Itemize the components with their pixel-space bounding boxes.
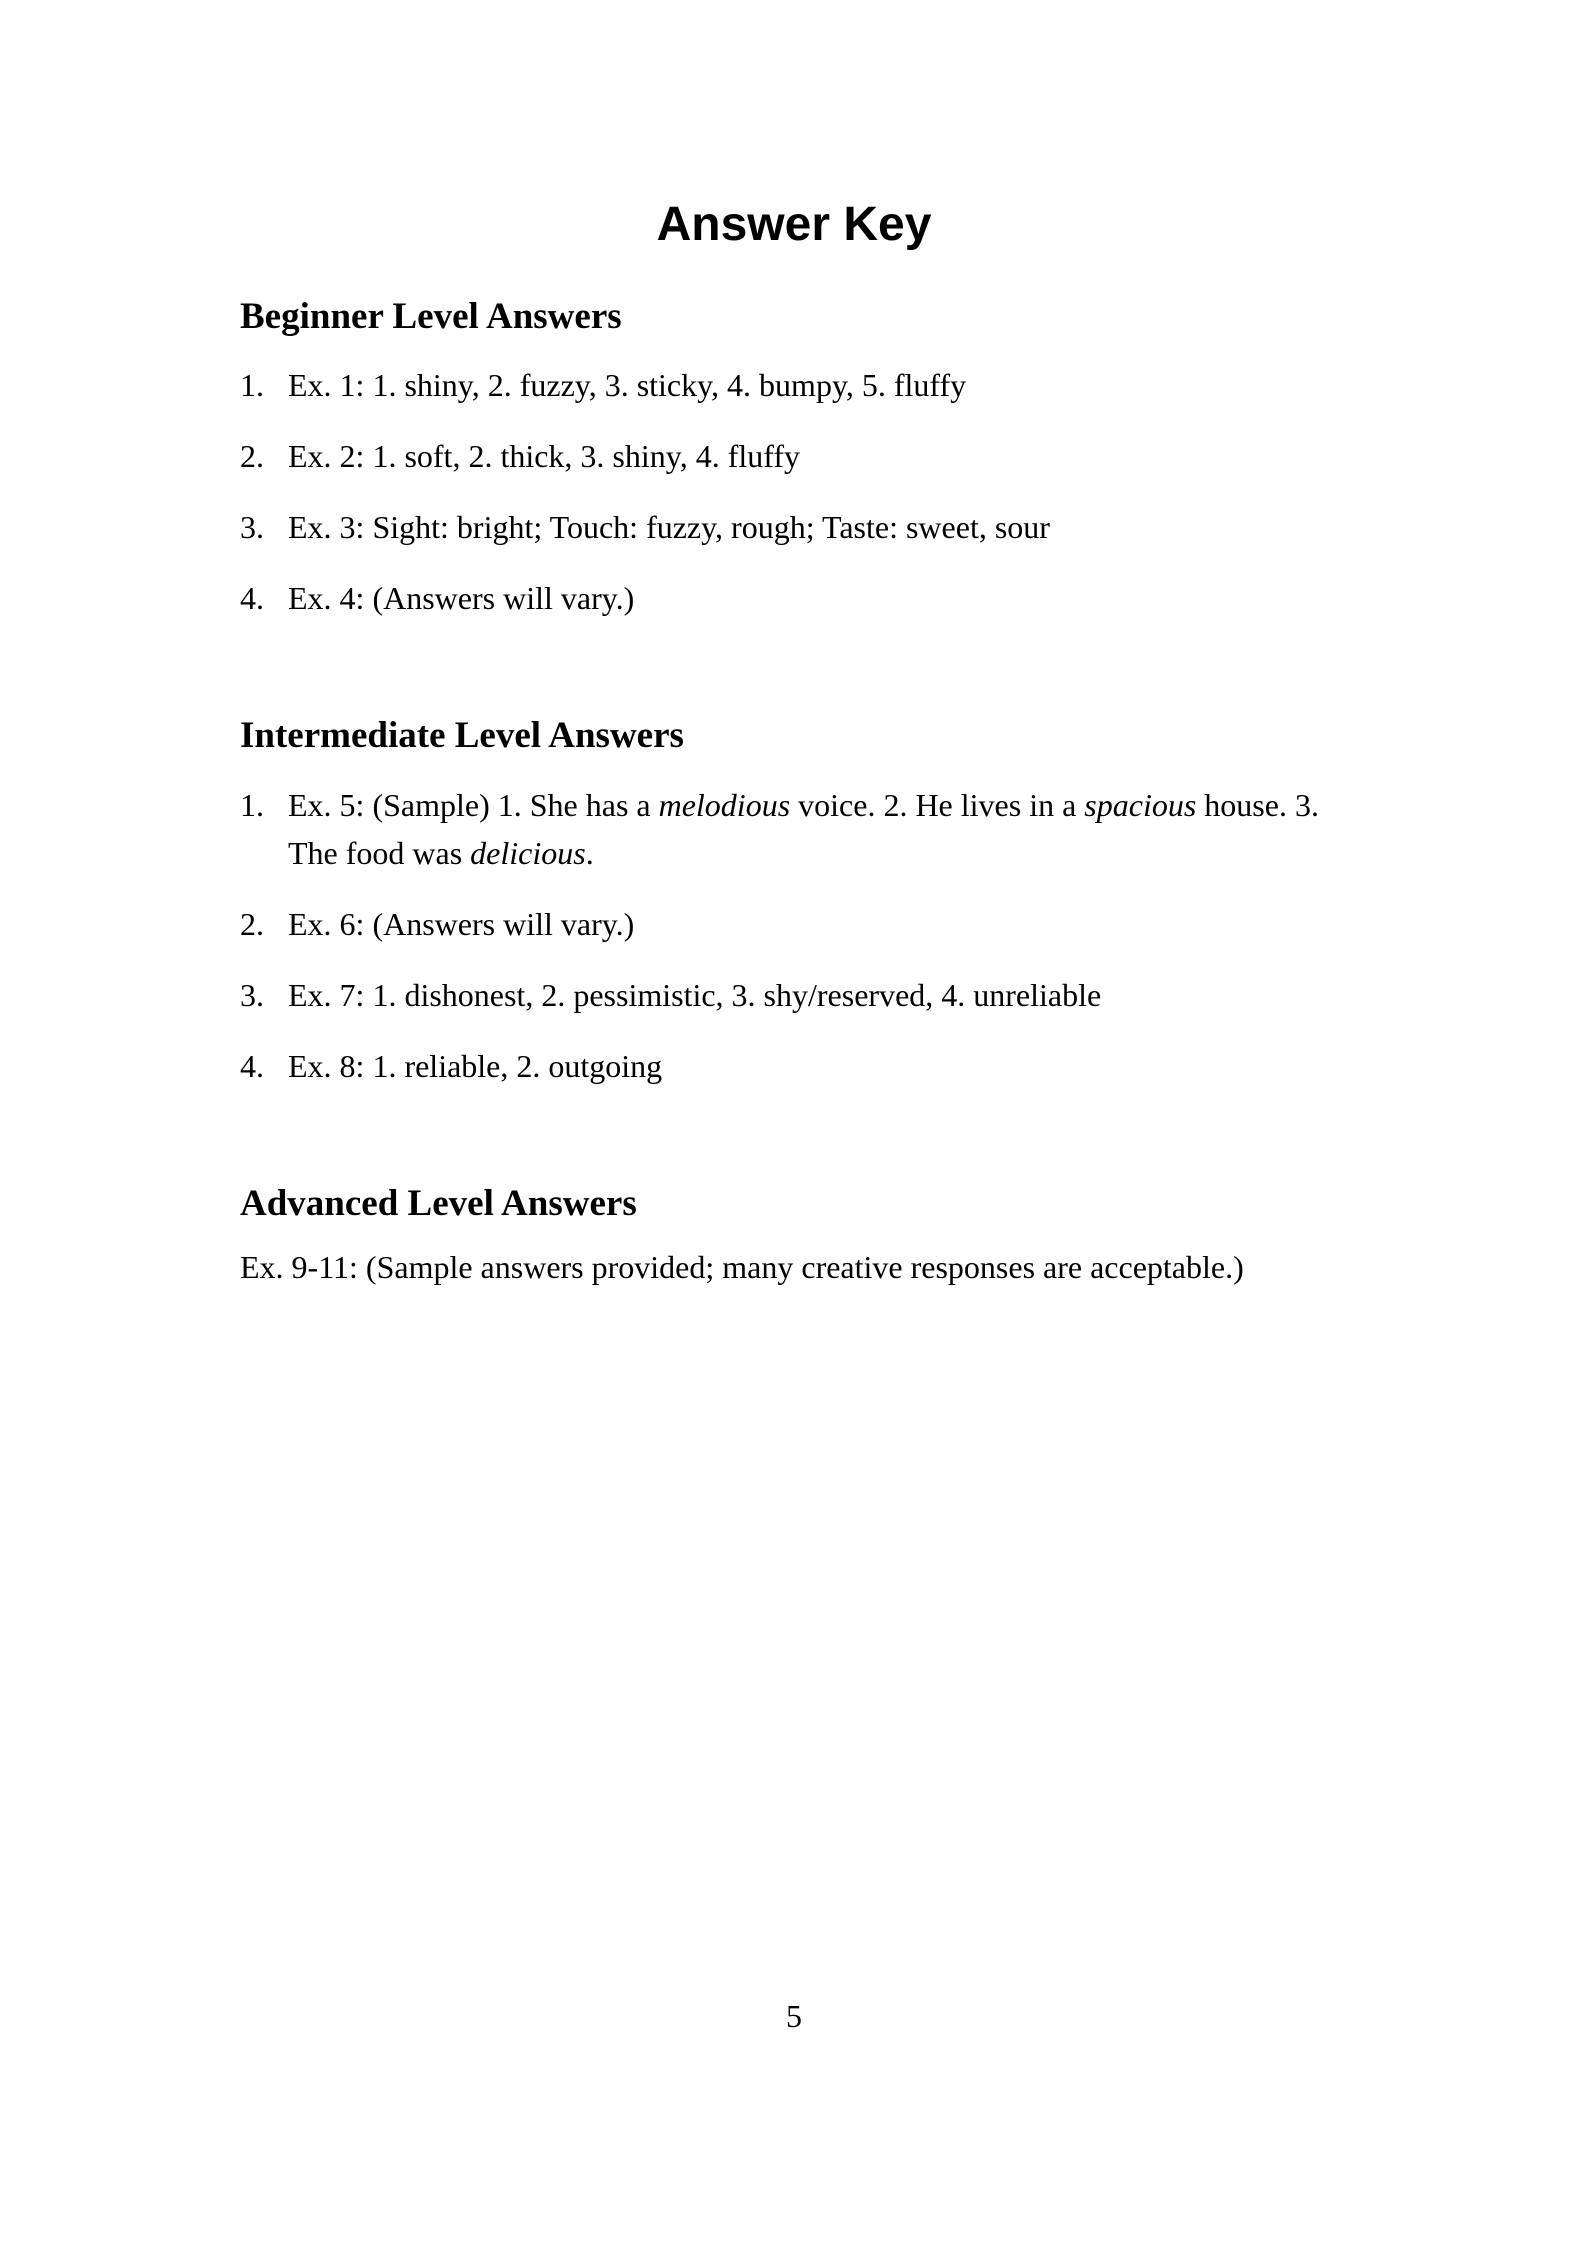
answer-text: Ex. 5: (Sample) 1. She has a melodious voice. 2. He lives in a spacious house. 3. The food was delicious. bbox=[288, 786, 1319, 871]
answer-item bbox=[240, 361, 1348, 409]
item-number: 4. bbox=[240, 580, 264, 617]
answer-item bbox=[240, 574, 1348, 622]
answer-item bbox=[240, 503, 1348, 551]
section-beginner bbox=[240, 296, 1348, 623]
section-intermediate bbox=[240, 715, 1348, 1090]
item-number: 2. bbox=[240, 905, 264, 942]
answer-item bbox=[240, 971, 1348, 1019]
answer-text: Ex. 6: (Answers will vary.) bbox=[288, 905, 635, 942]
item-number: 3. bbox=[240, 976, 264, 1013]
intermediate-answer-list bbox=[240, 781, 1348, 1090]
answer-text: Ex. 3: Sight: bright; Touch: fuzzy, rough; Taste: sweet, sour bbox=[288, 509, 1050, 546]
answer-text: Ex. 1: 1. shiny, 2. fuzzy, 3. sticky, 4. bumpy, 5. fluffy bbox=[288, 367, 967, 404]
page-title: Answer Key bbox=[656, 198, 932, 251]
advanced-heading: Advanced Level Answers bbox=[240, 1182, 637, 1224]
item-number: 3. bbox=[240, 509, 264, 546]
beginner-answer-list bbox=[240, 361, 1348, 622]
answer-item bbox=[240, 900, 1348, 948]
item-number: 1. bbox=[240, 786, 264, 823]
section-advanced bbox=[240, 1183, 1348, 1292]
answer-text: Ex. 4: (Answers will vary.) bbox=[288, 580, 635, 617]
page-number: 5 bbox=[786, 1998, 802, 2034]
beginner-heading: Beginner Level Answers bbox=[240, 295, 622, 337]
item-number: 2. bbox=[240, 438, 264, 475]
item-number: 4. bbox=[240, 1047, 264, 1084]
answer-item bbox=[240, 1042, 1348, 1090]
answer-item bbox=[240, 432, 1348, 480]
answer-text: Ex. 8: 1. reliable, 2. outgoing bbox=[288, 1047, 663, 1084]
answer-text: Ex. 2: 1. soft, 2. thick, 3. shiny, 4. fluffy bbox=[288, 438, 800, 475]
intermediate-heading: Intermediate Level Answers bbox=[240, 715, 684, 757]
item-number: 1. bbox=[240, 367, 264, 404]
answer-item bbox=[240, 781, 1348, 877]
answer-text: Ex. 7: 1. dishonest, 2. pessimistic, 3. shy/reserved, 4. unreliable bbox=[288, 976, 1102, 1013]
advanced-answer-paragraph: Ex. 9-11: (Sample answers provided; many creative responses are acceptable.) bbox=[240, 1249, 1244, 1286]
